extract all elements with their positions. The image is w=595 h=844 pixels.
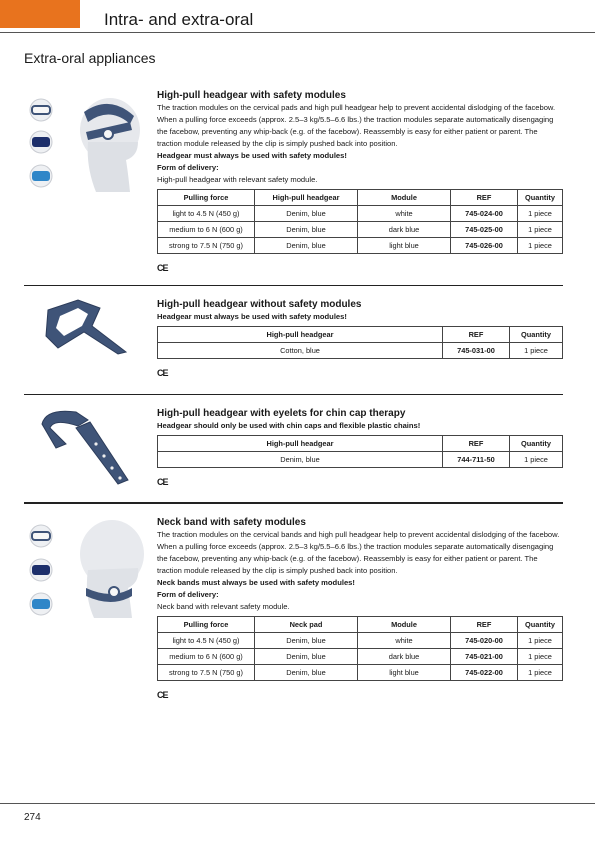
delivery-label: Form of delivery: [157, 590, 219, 599]
table-cell: medium to 6 N (600 g) [158, 222, 255, 238]
table-cell: dark blue [358, 649, 451, 665]
ce-mark-icon: CE [157, 690, 168, 700]
column-header: Quantity [510, 436, 563, 452]
ref-cell: 745-031-00 [443, 343, 510, 359]
table-cell: 1 piece [518, 238, 563, 254]
table-cell: Denim, blue [255, 238, 358, 254]
product-title: High-pull headgear with safety modules [157, 90, 346, 101]
mannequin-head-icon [80, 520, 144, 618]
product-warning: Headgear should only be used with chin caps and flexible plastic chains! [157, 421, 421, 430]
product-table [157, 616, 563, 681]
table-cell: Cotton, blue [158, 343, 443, 359]
product-description: The traction modules on the cervical pads and high pull headgear help to prevent accidental dislodging of the facebow. When a pulling force exceeds (approx. 2.5–3 kg/5.5–6.6 lbs.) the traction modules separate automatically disengaging the facebow, preventing any whip-back (e.g. of the facebow). Reassembly is easy for either patient or parent. The traction module released by the clip is simply pushed back into position. [157, 103, 556, 148]
module-white-icon [30, 525, 52, 547]
module-white-icon [30, 99, 52, 121]
table-cell: white [358, 633, 451, 649]
product-title: High-pull headgear with eyelets for chin cap therapy [157, 408, 406, 419]
product-table [157, 326, 563, 359]
product-table [157, 435, 563, 468]
table-cell: Denim, blue [255, 633, 358, 649]
column-header: High-pull headgear [255, 190, 358, 206]
ref-cell: 745-020-00 [451, 633, 518, 649]
headgear-without-modules-image [40, 296, 130, 356]
table-cell: Denim, blue [158, 452, 443, 468]
table-row [158, 665, 563, 681]
column-header: REF [443, 436, 510, 452]
ref-cell: 745-024-00 [451, 206, 518, 222]
table-cell: Denim, blue [255, 649, 358, 665]
ce-mark-icon: CE [157, 263, 168, 273]
page-number: 274 [24, 812, 41, 823]
delivery-label: Form of delivery: [157, 163, 219, 172]
table-header-row [158, 617, 563, 633]
table-cell: 1 piece [518, 206, 563, 222]
header-divider [0, 32, 595, 33]
column-header: Module [358, 617, 451, 633]
table-row [158, 452, 563, 468]
headgear-eyelets-image [36, 404, 132, 488]
table-cell: Denim, blue [255, 665, 358, 681]
product-warning: Headgear must always be used with safety modules! [157, 151, 347, 160]
ref-cell: 745-025-00 [451, 222, 518, 238]
column-header: Pulling force [158, 617, 255, 633]
chapter-title: Intra- and extra-oral [104, 10, 254, 29]
column-header: Pulling force [158, 190, 255, 206]
column-header: Module [358, 190, 451, 206]
column-header: High-pull headgear [158, 327, 443, 343]
ce-mark-icon: CE [157, 368, 168, 378]
product-title: High-pull headgear without safety modules [157, 299, 362, 310]
column-header: REF [443, 327, 510, 343]
section-divider [24, 285, 563, 286]
table-cell: 1 piece [518, 633, 563, 649]
product-title: Neck band with safety modules [157, 517, 306, 528]
module-dark-blue-icon [30, 131, 52, 153]
table-header-row [158, 190, 563, 206]
headgear-safety-modules-image [26, 92, 148, 194]
table-cell: light blue [358, 238, 451, 254]
delivery-text: High-pull headgear with relevant safety module. [157, 175, 318, 184]
table-cell: Denim, blue [255, 222, 358, 238]
footer-divider [0, 803, 595, 804]
section-title: Extra-oral appliances [24, 50, 156, 66]
column-header: Quantity [518, 190, 563, 206]
table-cell: Denim, blue [255, 206, 358, 222]
product-headgear-eyelets [157, 407, 563, 488]
table-row [158, 649, 563, 665]
table-cell: medium to 6 N (600 g) [158, 649, 255, 665]
product-warning: Headgear must always be used with safety modules! [157, 312, 347, 321]
table-header-row [158, 436, 563, 452]
mannequin-head-icon [80, 98, 140, 192]
chapter-color-tab [0, 0, 80, 28]
table-cell: white [358, 206, 451, 222]
table-row [158, 238, 563, 254]
section-divider [24, 502, 563, 504]
product-table [157, 189, 563, 254]
column-header: REF [451, 190, 518, 206]
product-neck-band-safety-modules [157, 516, 563, 701]
ce-mark-icon: CE [157, 477, 168, 487]
ref-cell: 745-021-00 [451, 649, 518, 665]
table-cell: strong to 7.5 N (750 g) [158, 665, 255, 681]
product-headgear-safety-modules [157, 89, 563, 274]
ref-cell: 745-026-00 [451, 238, 518, 254]
module-light-blue-icon [30, 165, 52, 187]
product-headgear-without-modules [157, 298, 563, 379]
product-warning: Neck bands must always be used with safety modules! [157, 578, 355, 587]
column-header: Quantity [518, 617, 563, 633]
section-divider [24, 394, 563, 395]
table-row [158, 633, 563, 649]
neck-band-safety-modules-image [26, 518, 148, 618]
ref-cell: 745-022-00 [451, 665, 518, 681]
table-cell: 1 piece [518, 649, 563, 665]
table-cell: 1 piece [510, 343, 563, 359]
module-light-blue-icon [30, 593, 52, 615]
table-row [158, 222, 563, 238]
table-row [158, 206, 563, 222]
table-cell: light blue [358, 665, 451, 681]
delivery-text: Neck band with relevant safety module. [157, 602, 290, 611]
table-cell: 1 piece [518, 222, 563, 238]
column-header: High-pull headgear [158, 436, 443, 452]
table-cell: light to 4.5 N (450 g) [158, 633, 255, 649]
table-cell: strong to 7.5 N (750 g) [158, 238, 255, 254]
table-row [158, 343, 563, 359]
column-header: REF [451, 617, 518, 633]
product-description: The traction modules on the cervical bands and high pull headgear help to prevent accidental dislodging of the facebow. When a pulling force exceeds (approx. 2.5–3 kg/5.5–6.6 lbs.) the traction modules separate automatically disengaging the facebow, preventing any whip-back (e.g. of the facebow). Reassembly is easy for either patient or parent. The traction module released by the clip is simply pushed back into position. [157, 530, 560, 575]
table-header-row [158, 327, 563, 343]
table-cell: light to 4.5 N (450 g) [158, 206, 255, 222]
column-header: Neck pad [255, 617, 358, 633]
ref-cell: 744-711-50 [443, 452, 510, 468]
table-cell: 1 piece [518, 665, 563, 681]
table-cell: 1 piece [510, 452, 563, 468]
module-dark-blue-icon [30, 559, 52, 581]
table-cell: dark blue [358, 222, 451, 238]
column-header: Quantity [510, 327, 563, 343]
